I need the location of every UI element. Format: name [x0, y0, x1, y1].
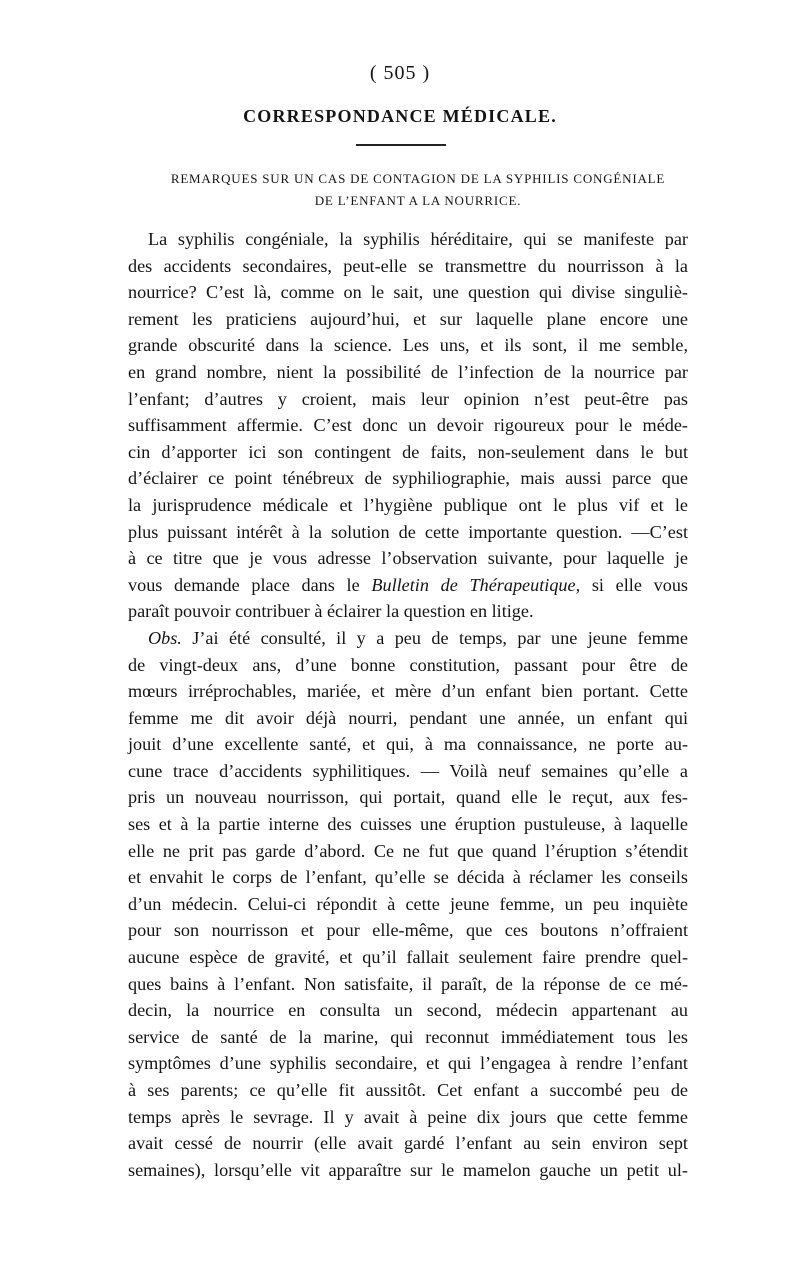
body-line: l’enfant; d’autres y croient, mais leur opinion n’est peut-être pas	[128, 388, 688, 409]
body-line: paraît pouvoir contribuer à éclairer la question en litige.	[128, 601, 534, 622]
body-line: mœurs irréprochables, mariée, et mère d’un enfant bien portant. Cette	[128, 681, 688, 702]
body-line: cin d’apporter ici son contingent de faits, non-seulement dans le but	[128, 441, 688, 462]
body-line: cune trace d’accidents syphilitiques. — Voilà neuf semaines qu’elle a	[128, 760, 688, 781]
body-line: pour son nourrisson et pour elle-même, que ces boutons n’offraient	[128, 920, 688, 941]
body-line: plus puissant intérêt à la solution de cette importante question. —C’est	[128, 521, 688, 542]
body-line: aucune espèce de gravité, et qu’il fallait seulement faire prendre quel-	[128, 947, 688, 968]
body-line-text: J’ai été consulté, il y a peu de temps, par une jeune femme	[181, 627, 688, 648]
body-line: ques bains à l’enfant. Non satisfaite, il paraît, de la réponse de ce mé-	[128, 973, 688, 994]
journal-title: Bulletin de Thérapeutique,	[371, 574, 581, 595]
body-line: des accidents secondaires, peut-elle se transmettre du nourrisson à la	[128, 255, 688, 276]
body-line: decin, la nourrice en consulta un second, médecin appartenant au	[128, 1000, 688, 1021]
body-line: pris un nouveau nourrisson, qui portait, quand elle le reçut, aux fes-	[128, 787, 688, 808]
title-divider	[356, 144, 446, 146]
article-body	[128, 226, 688, 1183]
body-line: temps après le sevrage. Il y avait à peine dix jours que cette femme	[128, 1106, 688, 1127]
observation-label: Obs.	[148, 627, 182, 648]
body-line: d’un médecin. Celui-ci répondit à cette jeune femme, un peu inquiète	[128, 893, 688, 914]
section-title: CORRESPONDANCE MÉDICALE.	[243, 106, 557, 126]
body-line: grande obscurité dans la science. Les uns, et ils sont, il me semble,	[128, 335, 688, 356]
body-line: femme me dit avoir déjà nourri, pendant une année, un enfant qui	[128, 707, 688, 728]
body-line: La syphilis congéniale, la syphilis héréditaire, qui se manifeste par	[148, 229, 688, 249]
article-title-line: DE L’ENFANT A LA NOURRICE.	[314, 193, 522, 208]
body-line: avait cessé de nourrir (elle avait gardé l’enfant au sein environ sept	[128, 1133, 688, 1154]
body-line: de vingt-deux ans, d’une bonne constitution, passant pour être de	[128, 654, 688, 675]
article-title	[148, 168, 688, 212]
body-line: ses et à la partie interne des cuisses une éruption pustuleuse, à laquelle	[128, 814, 688, 835]
body-line: la jurisprudence médicale et l’hygiène publique ont le plus vif et le	[128, 494, 688, 515]
body-line: rement les praticiens aujourd’hui, et sur laquelle plane encore une	[128, 308, 688, 329]
body-line	[128, 625, 688, 652]
body-line	[128, 572, 688, 599]
body-line: en grand nombre, nient la possibilité de l’infection de la nourrice par	[128, 361, 688, 382]
article-title-line: REMARQUES SUR UN CAS DE CONTAGION DE LA SYPHILIS CONGÉNIALE	[170, 171, 666, 186]
body-line: d’éclairer ce point ténébreux de syphiliographie, mais aussi parce que	[128, 468, 688, 489]
body-line: suffisamment affermie. C’est donc un devoir rigoureux pour le méde-	[128, 415, 688, 436]
body-line: et envahit le corps de l’enfant, qu’elle se décida à réclamer les conseils	[128, 867, 688, 888]
body-line: à ses parents; ce qu’elle fit aussitôt. Cet enfant a succombé peu de	[128, 1080, 688, 1100]
body-line: jouit d’une excellente santé, et qui, à ma connaissance, ne porte au-	[128, 734, 688, 755]
body-line: elle ne prit pas garde d’abord. Ce ne fut que quand l’éruption s’étendit	[128, 840, 688, 861]
body-line-text: vous demande place dans le	[128, 574, 372, 595]
body-line: semaines), lorsqu’elle vit apparaître sur le mamelon gauche un petit ul-	[128, 1159, 688, 1180]
body-line-text: si elle vous	[580, 574, 688, 595]
body-line: nourrice? C’est là, comme on le sait, une question qui divise singuliè-	[128, 282, 688, 303]
page-number: ( 505 )	[369, 62, 431, 84]
body-line: à ce titre que je vous adresse l’observation suivante, pour laquelle je	[128, 548, 688, 569]
body-line: service de santé de la marine, qui reconnut immédiatement tous les	[128, 1026, 688, 1047]
body-line: symptômes d’une syphilis secondaire, et qui l’engagea à rendre l’enfant	[128, 1053, 688, 1074]
